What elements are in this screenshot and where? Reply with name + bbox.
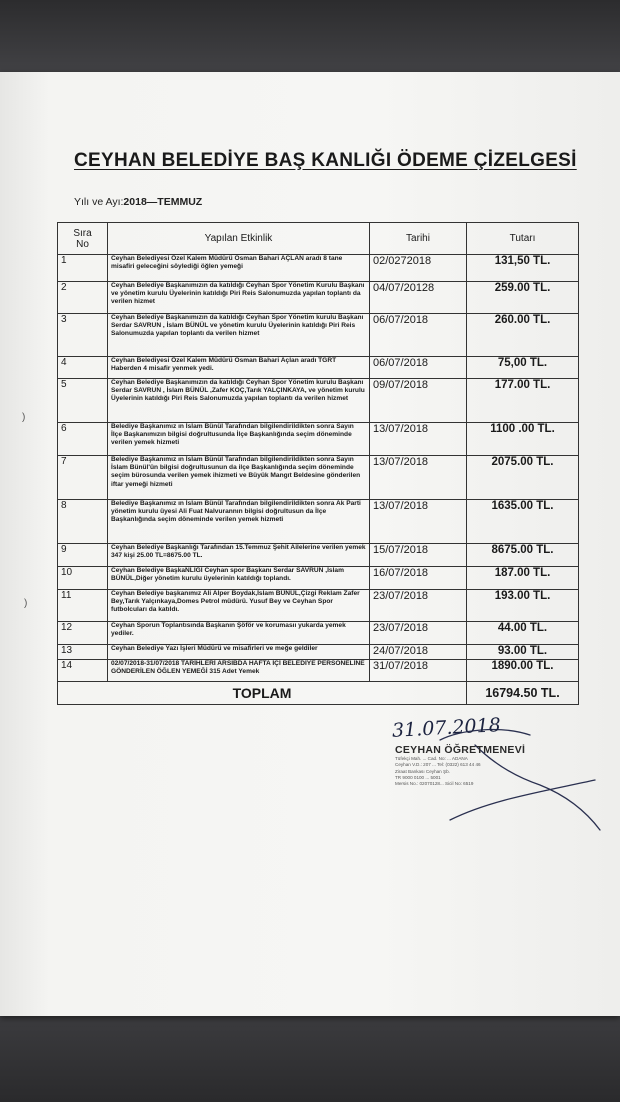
table-row bbox=[58, 645, 579, 660]
row-activity: Belediye Başkanımız ın İslam Bünül Tarafından bilgilendirildikten sonra Ak Parti yönetim kurulu üyesi Ali Fuat Nalvurannın bilgisi doğrultusun da İlçe Başkanlığında seçim döneminde verilen yemek hizmeti bbox=[108, 500, 370, 544]
table-row bbox=[58, 567, 579, 590]
table-row bbox=[58, 590, 579, 622]
header-date: Tarihi bbox=[370, 223, 467, 255]
period-label: Yılı ve Ayı: bbox=[74, 196, 124, 208]
row-amount: 2075.00 TL. bbox=[467, 456, 579, 500]
table-header-row bbox=[58, 223, 579, 255]
row-date: 24/07/2018 bbox=[370, 645, 467, 660]
handwritten-date: 31.07.2018 bbox=[391, 714, 502, 742]
table-row bbox=[58, 379, 579, 423]
stamp-line: TR 9000 0100 ... 5001 bbox=[395, 774, 441, 780]
row-no: 3 bbox=[58, 314, 108, 357]
table-row bbox=[58, 456, 579, 500]
row-activity: Ceyhan Sporun Toplantısında Başkanın Şöför ve korumasıı yukarda yemek yediler. bbox=[108, 622, 370, 645]
total-label: TOPLAM bbox=[58, 682, 467, 705]
period-value: 2018—TEMMUZ bbox=[123, 196, 203, 208]
document-title: CEYHAN BELEDİYE BAŞ KANLIĞI ÖDEME ÇİZELGESİ bbox=[74, 150, 577, 171]
payment-table bbox=[57, 222, 579, 705]
row-date: 13/07/2018 bbox=[370, 456, 467, 500]
row-no: 9 bbox=[58, 544, 108, 567]
row-amount: 259.00 TL. bbox=[467, 282, 579, 314]
hole-punch-mark: ) bbox=[24, 598, 28, 609]
row-amount: 131,50 TL. bbox=[467, 255, 579, 282]
row-date: 15/07/2018 bbox=[370, 544, 467, 567]
row-date: 06/07/2018 bbox=[370, 357, 467, 379]
row-activity: Ceyhan Belediye Başkanımızın da katıldığı Ceyhan Spor Yönetim Kurulu Başkanı ve yönetim kurulu Üyelerinin katıldığı Piri Reis Salonumuzda yapılan toplantı da verilen hizmet bbox=[108, 282, 370, 314]
row-activity: Ceyhan Belediye BaşkaNLIĞI Ceyhan spor Başkanı Serdar SAVRUN ,İslam BÜNÜL,Diğer yönetim kurulu üyelerinin katıldığı toplandı. bbox=[108, 567, 370, 590]
row-date: 16/07/2018 bbox=[370, 567, 467, 590]
row-no: 2 bbox=[58, 282, 108, 314]
row-activity: Ceyhan Belediyesi Özel Kalem Müdürü Osman Bahari Açlan aradı TGRT Haberden 4 misafir yenmek yedi. bbox=[108, 357, 370, 379]
row-amount: 1100 .00 TL. bbox=[467, 423, 579, 456]
row-amount: 260.00 TL. bbox=[467, 314, 579, 357]
table-row bbox=[58, 660, 579, 682]
row-amount: 93.00 TL. bbox=[467, 645, 579, 660]
row-activity: Ceyhan Belediyesi Özel Kalem Müdürü Osman Bahari AÇLAN aradı 8 tane misafiri geleceğini söylediği öğlen yemeği bbox=[108, 255, 370, 282]
hole-punch-mark: ) bbox=[22, 412, 26, 423]
row-activity: Ceyhan Belediye başkanımız Ali Alper Boydak,İslam BÜNÜL,Çizgi Reklam Zafer Bey,Tarık Yalçınkaya,Domes Petrol müdürü. Yusuf Bey ve Ceyhan Spor futbolcuları da katıldı. bbox=[108, 590, 370, 622]
stamp-line: Tüfekçi Mah. ... Cad. No: ... ADANA bbox=[395, 756, 468, 761]
stamp-line: Mersis No.: 02070128... Sicil No: 6519 bbox=[395, 781, 474, 787]
row-no: 5 bbox=[58, 379, 108, 423]
row-activity: 02/07/2018-31/07/2018 TARİHLERİ ARSIBDA HAFTA İÇİ BELEDİYE PERSONELİNE GÖNDERİLEN ÖĞLEN YEMEĞİ 315 Adet Yemek bbox=[108, 660, 370, 682]
row-no: 6 bbox=[58, 423, 108, 456]
background-bottom bbox=[0, 1010, 620, 1102]
row-date: 23/07/2018 bbox=[370, 590, 467, 622]
table-row bbox=[58, 314, 579, 357]
row-activity: Belediye Başkanımız ın İslam Bünül Tarafından bilgilendirildikten sonra Sayın İlçe Başkanımızın bilgisi doğrultusunda İlçe Başkanlığında seçim döneminde verilen yemek hizmeti bbox=[108, 423, 370, 456]
row-activity: Ceyhan Belediye Başkanlığı Tarafından 15.Temmuz Şehit Ailelerine verilen yemek 347 kişi 25.00 TL=8675.00 TL. bbox=[108, 544, 370, 567]
row-amount: 177.00 TL. bbox=[467, 379, 579, 423]
background-top bbox=[0, 0, 620, 80]
stamp-line: Ziraat Bankası Ceyhan Şb. bbox=[395, 768, 450, 774]
stamp-line: Ceyhan V.D.: 207 ... Tel: (0322) 613 44 46 bbox=[395, 762, 481, 768]
document-period bbox=[74, 196, 202, 208]
total-amount: 16794.50 TL. bbox=[467, 682, 579, 705]
row-date: 13/07/2018 bbox=[370, 423, 467, 456]
header-amount: Tutarı bbox=[467, 223, 579, 255]
table-row bbox=[58, 622, 579, 645]
table-row bbox=[58, 423, 579, 456]
row-date: 02/0272018 bbox=[370, 255, 467, 282]
row-no: 12 bbox=[58, 622, 108, 645]
row-activity: Ceyhan Belediye Başkanımızın da katıldığı Ceyhan Spor Yönetim kurulu Başkanı Serdar SAVRUN , İslam BÜNÜL ,Zafer KOÇ,Tarık YALÇINKAYA, ve yönetim kurulu Üyelerinin katıldığı Piri Reis Salonumuzda yapılan toplantı da verilen hizmet bbox=[108, 379, 370, 423]
header-no bbox=[58, 223, 108, 255]
row-date: 23/07/2018 bbox=[370, 622, 467, 645]
header-no-line2: No bbox=[76, 238, 89, 250]
row-no: 4 bbox=[58, 357, 108, 379]
table-row bbox=[58, 544, 579, 567]
row-amount: 44.00 TL. bbox=[467, 622, 579, 645]
row-date: 13/07/2018 bbox=[370, 500, 467, 544]
table-row bbox=[58, 500, 579, 544]
row-no: 14 bbox=[58, 660, 108, 682]
row-no: 8 bbox=[58, 500, 108, 544]
row-date: 04/07/20128 bbox=[370, 282, 467, 314]
row-no: 11 bbox=[58, 590, 108, 622]
row-date: 09/07/2018 bbox=[370, 379, 467, 423]
row-no: 1 bbox=[58, 255, 108, 282]
row-amount: 1890.00 TL. bbox=[467, 660, 579, 682]
row-amount: 75,00 TL. bbox=[467, 357, 579, 379]
row-amount: 1635.00 TL. bbox=[467, 500, 579, 544]
stamp-title: CEYHAN ÖĞRETMENEVİ bbox=[395, 744, 526, 756]
header-activity: Yapılan Etkinlik bbox=[108, 223, 370, 255]
table-row bbox=[58, 357, 579, 379]
header-no-line1: Sıra bbox=[73, 227, 92, 239]
row-no: 10 bbox=[58, 567, 108, 590]
table-row bbox=[58, 282, 579, 314]
row-no: 13 bbox=[58, 645, 108, 660]
row-amount: 193.00 TL. bbox=[467, 590, 579, 622]
row-activity: Ceyhan Belediye Başkanımızın da katıldığı Ceyhan Spor Yönetim kurulu Başkanı Serdar SAVRUN , İslam BÜNÜL ve yönetim kurulu Üyelerinin katıldığı Piri Reis Salonumuzda yapılan toplantı da verilen hizmet bbox=[108, 314, 370, 357]
row-no: 7 bbox=[58, 456, 108, 500]
table-row bbox=[58, 255, 579, 282]
row-amount: 8675.00 TL. bbox=[467, 544, 579, 567]
row-activity: Ceyhan Belediye Yazı İşleri Müdürü ve misafirleri ve meğe geldiler bbox=[108, 645, 370, 660]
official-stamp bbox=[395, 744, 580, 787]
row-date: 31/07/2018 bbox=[370, 660, 467, 682]
row-date: 06/07/2018 bbox=[370, 314, 467, 357]
row-activity: Belediye Başkanımız ın İslam Bünül Tarafından bilgilendirildikten sonra Sayın İslam Bünül'ün bilgisi doğrultusunun da ilçe Başkanlığında seçim döneminde seçim bürosunda verilen yemek ihizmeti ve Büyük Mangıt Beldesine gönderilen iftar yemeği hizmeti bbox=[108, 456, 370, 500]
row-amount: 187.00 TL. bbox=[467, 567, 579, 590]
